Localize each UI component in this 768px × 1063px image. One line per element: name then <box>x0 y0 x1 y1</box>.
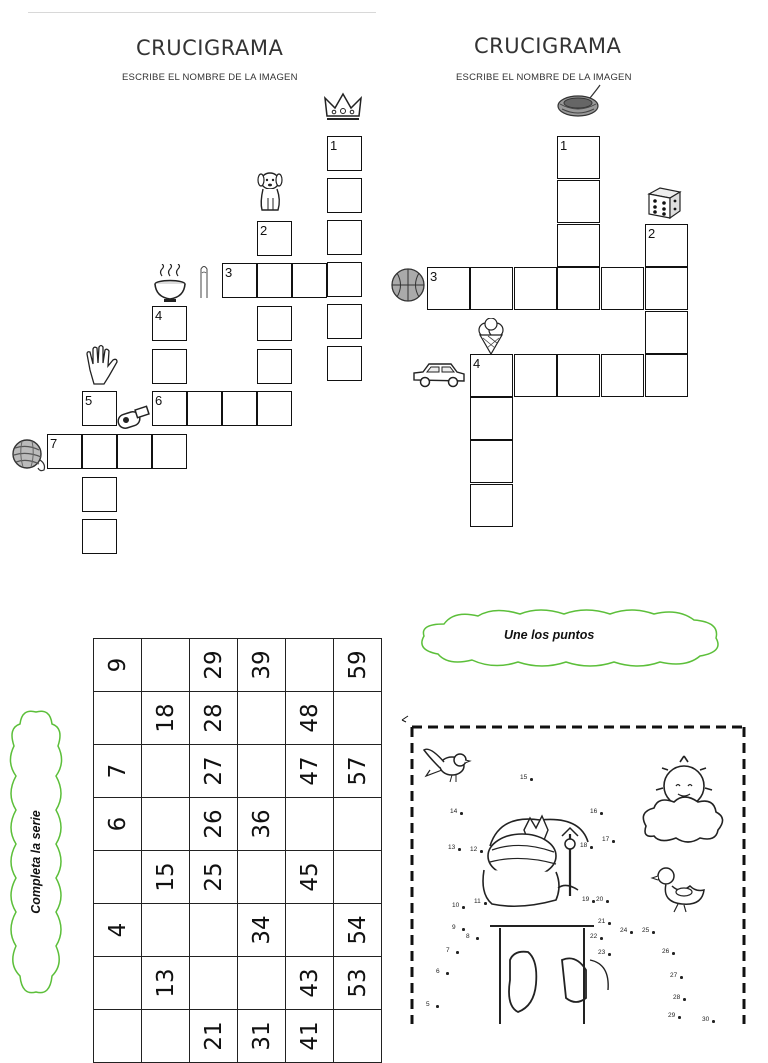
left-crossword-clue-number: 5 <box>85 393 93 408</box>
right-crossword-cell[interactable] <box>557 180 600 223</box>
right-crossword-cell[interactable] <box>645 354 688 397</box>
left-crossword-cell[interactable] <box>82 519 117 554</box>
dot-number: 10 <box>452 902 460 909</box>
right-crossword-cell[interactable] <box>470 267 513 310</box>
right-crossword-cell[interactable] <box>427 267 470 310</box>
series-row <box>94 639 382 692</box>
left-crossword-cell[interactable] <box>327 178 362 213</box>
right-crossword-cell[interactable] <box>557 267 600 310</box>
right-crossword-cell[interactable] <box>470 354 513 397</box>
series-cell <box>94 904 142 957</box>
series-number: 34 <box>248 915 275 945</box>
left-crossword-cell[interactable] <box>47 434 82 469</box>
dot-number: 21 <box>598 918 606 925</box>
bowl-icon <box>152 264 188 304</box>
right-crossword-clue-number: 1 <box>560 138 568 153</box>
top-divider <box>28 12 376 13</box>
series-table <box>93 638 382 1063</box>
ice-cream-icon <box>476 318 506 356</box>
dot-number: 30 <box>702 1016 710 1023</box>
series-cell[interactable] <box>238 745 286 798</box>
dot-number: 19 <box>582 896 590 903</box>
series-cell <box>190 639 238 692</box>
dot-number: 8 <box>466 933 470 940</box>
dot-point[interactable] <box>683 998 686 1001</box>
series-cell <box>238 639 286 692</box>
dot-point[interactable] <box>600 812 603 815</box>
right-crossword-clue-number: 4 <box>473 356 481 371</box>
left-crossword-cell[interactable] <box>257 306 292 341</box>
crown-icon <box>323 92 363 122</box>
series-number: 57 <box>344 756 371 786</box>
dot-point[interactable] <box>600 937 603 940</box>
series-number: 15 <box>152 862 179 892</box>
series-cell <box>334 957 382 1010</box>
series-row <box>94 851 382 904</box>
series-cell <box>190 798 238 851</box>
dot-point[interactable] <box>530 778 533 781</box>
series-cell[interactable] <box>286 798 334 851</box>
king-icon <box>470 810 650 1024</box>
series-cell <box>190 851 238 904</box>
left-crossword-cell[interactable] <box>82 434 117 469</box>
series-cell <box>190 692 238 745</box>
series-cell <box>334 639 382 692</box>
left-crossword-cell[interactable] <box>152 306 187 341</box>
dot-point[interactable] <box>606 900 609 903</box>
dot-point[interactable] <box>480 850 483 853</box>
dot-number: 29 <box>668 1012 676 1019</box>
series-cell[interactable] <box>94 1010 142 1063</box>
series-number: 45 <box>296 862 323 892</box>
left-crossword-cell[interactable] <box>327 136 362 171</box>
series-number: 28 <box>200 703 227 733</box>
series-row <box>94 1010 382 1063</box>
series-number: 43 <box>296 968 323 998</box>
series-number: 21 <box>200 1021 227 1051</box>
series-cell[interactable] <box>334 692 382 745</box>
series-row <box>94 957 382 1010</box>
series-number: 7 <box>104 763 131 779</box>
left-crossword-cell[interactable] <box>257 349 292 384</box>
dot-point[interactable] <box>476 937 479 940</box>
series-number: 27 <box>200 756 227 786</box>
dot-point[interactable] <box>652 931 655 934</box>
left-crossword-cell[interactable] <box>292 263 327 298</box>
series-cell[interactable] <box>142 745 190 798</box>
right-crossword-cell[interactable] <box>645 311 688 354</box>
series-cell[interactable] <box>286 639 334 692</box>
right-crossword-cell[interactable] <box>557 224 600 267</box>
right-crossword-cell[interactable] <box>557 354 600 397</box>
series-cell[interactable] <box>94 957 142 1010</box>
bird-icon <box>420 742 472 784</box>
series-cell <box>94 798 142 851</box>
series-cell[interactable] <box>142 1010 190 1063</box>
right-crossword-cell[interactable] <box>601 354 644 397</box>
series-number: 29 <box>200 650 227 680</box>
right-crossword-cell[interactable] <box>514 267 557 310</box>
series-cell[interactable] <box>190 904 238 957</box>
nest-icon <box>556 84 602 120</box>
dot-point[interactable] <box>612 840 615 843</box>
left-crossword-clue-number: 4 <box>155 308 163 323</box>
series-number: 41 <box>296 1021 323 1051</box>
series-cell[interactable] <box>238 851 286 904</box>
series-number: 4 <box>104 922 131 938</box>
series-cell[interactable] <box>334 1010 382 1063</box>
duck-icon <box>650 862 708 914</box>
series-cell <box>286 851 334 904</box>
series-cell[interactable] <box>286 904 334 957</box>
dot-number: 22 <box>590 933 598 940</box>
series-cell <box>238 1010 286 1063</box>
series-cell <box>334 904 382 957</box>
left-crossword-cell[interactable] <box>257 263 292 298</box>
dot-number: 15 <box>520 774 528 781</box>
right-crossword-subtitle: ESCRIBE EL NOMBRE DE LA IMAGEN <box>456 72 632 83</box>
dot-number: 17 <box>602 836 610 843</box>
left-crossword-cell[interactable] <box>327 304 362 339</box>
right-crossword-cell[interactable] <box>470 484 513 527</box>
series-cell <box>238 904 286 957</box>
series-cell[interactable] <box>94 692 142 745</box>
dot-number: 24 <box>620 927 628 934</box>
left-crossword-cell[interactable] <box>222 263 257 298</box>
dot-point[interactable] <box>590 846 593 849</box>
left-crossword-cell[interactable] <box>257 221 292 256</box>
series-cell <box>238 798 286 851</box>
series-number: 25 <box>200 862 227 892</box>
dot-number: 13 <box>448 844 456 851</box>
series-cell[interactable] <box>94 851 142 904</box>
right-crossword-cell[interactable] <box>601 267 644 310</box>
series-cell[interactable] <box>334 798 382 851</box>
left-crossword-cell[interactable] <box>82 477 117 512</box>
series-cell <box>94 745 142 798</box>
dot-number: 18 <box>580 842 588 849</box>
dog-icon <box>254 170 288 212</box>
right-crossword-cell[interactable] <box>470 440 513 483</box>
dot-point[interactable] <box>592 900 595 903</box>
left-crossword-cell[interactable] <box>257 391 292 426</box>
series-cell <box>334 745 382 798</box>
left-crossword-clue-number: 7 <box>50 436 58 451</box>
dot-number: 16 <box>590 808 598 815</box>
series-cell[interactable] <box>142 904 190 957</box>
series-number: 36 <box>248 809 275 839</box>
left-crossword-clue-number: 6 <box>155 393 163 408</box>
left-crossword-cell[interactable] <box>327 262 362 297</box>
dot-point[interactable] <box>680 976 683 979</box>
left-crossword-cell[interactable] <box>152 434 187 469</box>
left-crossword-cell[interactable] <box>82 391 117 426</box>
hand-icon <box>82 344 120 386</box>
series-cell[interactable] <box>190 957 238 1010</box>
series-cell <box>286 957 334 1010</box>
left-crossword-cell[interactable] <box>152 391 187 426</box>
series-cell <box>190 745 238 798</box>
series-cell <box>286 1010 334 1063</box>
left-crossword-cell[interactable] <box>222 391 257 426</box>
series-number: 26 <box>200 809 227 839</box>
dot-number: 28 <box>673 994 681 1001</box>
left-crossword-cell[interactable] <box>327 220 362 255</box>
dot-point[interactable] <box>672 952 675 955</box>
series-label: Completa la serie <box>29 810 43 914</box>
series-number: 59 <box>344 650 371 680</box>
series-cell <box>142 957 190 1010</box>
series-cell[interactable] <box>142 639 190 692</box>
whistle-icon <box>116 405 150 431</box>
yarn-ball-icon <box>10 436 48 474</box>
right-crossword-clue-number: 2 <box>648 226 656 241</box>
dot-number: 20 <box>596 896 604 903</box>
series-cell[interactable] <box>238 692 286 745</box>
series-number: 53 <box>344 968 371 998</box>
finger-icon <box>197 264 211 300</box>
dot-number: 27 <box>670 972 678 979</box>
series-number: 31 <box>248 1021 275 1051</box>
dot-number: 23 <box>598 949 606 956</box>
dot-point[interactable] <box>678 1016 681 1019</box>
series-cell <box>94 639 142 692</box>
dot-number: 26 <box>662 948 670 955</box>
dot-point[interactable] <box>462 928 465 931</box>
dot-point[interactable] <box>608 953 611 956</box>
series-cell <box>142 851 190 904</box>
right-crossword-cell[interactable] <box>514 354 557 397</box>
left-crossword-subtitle: ESCRIBE EL NOMBRE DE LA IMAGEN <box>122 72 298 83</box>
dot-point[interactable] <box>712 1020 715 1023</box>
series-cell <box>142 692 190 745</box>
right-crossword-cell[interactable] <box>470 397 513 440</box>
dot-number: 12 <box>470 846 478 853</box>
left-crossword-cell[interactable] <box>152 349 187 384</box>
left-crossword-clue-number: 2 <box>260 223 268 238</box>
dot-point[interactable] <box>462 906 465 909</box>
dot-point[interactable] <box>484 902 487 905</box>
dot-number: 14 <box>450 808 458 815</box>
dot-number: 5 <box>426 1001 430 1008</box>
dot-point[interactable] <box>460 812 463 815</box>
series-cell[interactable] <box>238 957 286 1010</box>
left-crossword-title: CRUCIGRAMA <box>136 36 284 60</box>
series-number: 48 <box>296 703 323 733</box>
series-cell <box>286 692 334 745</box>
series-table-wrap <box>93 638 382 1063</box>
dot-point[interactable] <box>608 922 611 925</box>
series-number: 47 <box>296 756 323 786</box>
right-crossword-cell[interactable] <box>645 267 688 310</box>
dot-number: 9 <box>452 924 456 931</box>
right-crossword-cell[interactable] <box>557 136 600 179</box>
dot-point[interactable] <box>630 931 633 934</box>
left-crossword-cell[interactable] <box>187 391 222 426</box>
dot-point[interactable] <box>456 951 459 954</box>
series-row <box>94 692 382 745</box>
dot-point[interactable] <box>446 972 449 975</box>
series-number: 13 <box>152 968 179 998</box>
dot-point[interactable] <box>436 1005 439 1008</box>
right-crossword-cell[interactable] <box>645 224 688 267</box>
left-crossword-clue-number: 1 <box>330 138 338 153</box>
series-cell[interactable] <box>142 798 190 851</box>
left-crossword-cell[interactable] <box>117 434 152 469</box>
left-crossword-clue-number: 3 <box>225 265 233 280</box>
series-number: 18 <box>152 703 179 733</box>
dice-icon <box>646 184 684 220</box>
ball-icon <box>389 266 427 304</box>
left-crossword-cell[interactable] <box>327 346 362 381</box>
right-crossword-clue-number: 3 <box>430 269 438 284</box>
right-crossword-title: CRUCIGRAMA <box>474 34 622 58</box>
series-number: 6 <box>104 816 131 832</box>
series-number: 39 <box>248 650 275 680</box>
car-icon <box>411 360 467 390</box>
series-row <box>94 904 382 957</box>
series-number: 54 <box>344 915 371 945</box>
series-number: 9 <box>104 657 131 673</box>
series-cell <box>286 745 334 798</box>
dot-number: 6 <box>436 968 440 975</box>
dot-number: 7 <box>446 947 450 954</box>
series-cell[interactable] <box>334 851 382 904</box>
dot-point[interactable] <box>458 848 461 851</box>
series-cell <box>190 1010 238 1063</box>
dot-number: 11 <box>474 898 481 905</box>
dot-number: 25 <box>642 927 650 934</box>
series-row <box>94 798 382 851</box>
series-row <box>94 745 382 798</box>
dots-label: Une los puntos <box>504 628 595 642</box>
